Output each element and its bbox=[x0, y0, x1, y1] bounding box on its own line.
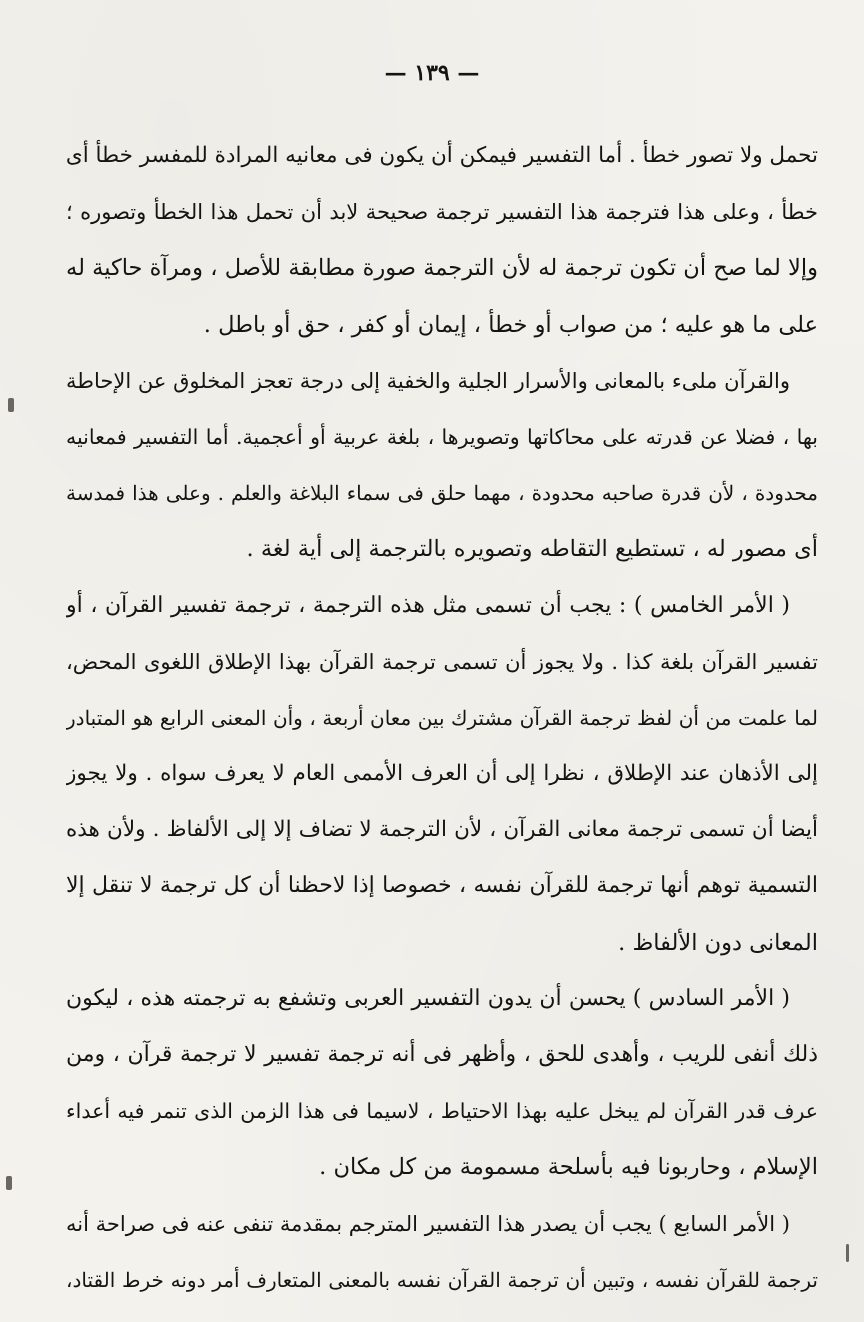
text-line: بها ، فضلا عن قدرته على محاكاتها وتصويرها ، بلغة عربية أو أعجمية. أما التفسير فمعانيه bbox=[66, 424, 818, 449]
text-line: المعانى دون الألفاظ . bbox=[618, 929, 818, 956]
text-line: أى مصور له ، تستطيع التقاطه وتصويره بالترجمة إلى أية لغة . bbox=[246, 536, 818, 563]
scan-mark-left-lower bbox=[6, 1176, 12, 1190]
text-line: تحمل ولا تصور خطأ . أما التفسير فيمكن أن يكون فى معانيه المرادة للمفسر خطأ أى bbox=[66, 143, 818, 168]
text-line: التسمية توهم أنها ترجمة للقرآن نفسه ، خصوصا إذا لاحظنا أن كل ترجمة لا تنقل إلا bbox=[66, 873, 818, 899]
body-text bbox=[66, 128, 818, 1308]
text-line: محدودة ، لأن قدرة صاحبه محدودة ، مهما حلق فى سماء البلاغة والعلم . وعلى هذا فمدسة bbox=[66, 481, 818, 506]
text-line: أيضا أن تسمى ترجمة معانى القرآن ، لأن الترجمة لا تضاف إلا إلى الألفاظ . ولأن هذه bbox=[66, 817, 818, 843]
scan-mark-right bbox=[846, 1244, 849, 1262]
text-line: ( الأمر السادس ) يحسن أن يدون التفسير العربى وتشفع به ترجمته هذه ، ليكون bbox=[66, 985, 790, 1011]
text-line: عرف قدر القرآن لم يبخل عليه بهذا الاحتياط ، لاسيما فى هذا الزمن الذى تنمر فيه أعداء bbox=[66, 1099, 818, 1124]
text-line: ذلك أنفى للريب ، وأهدى للحق ، وأظهر فى أنه ترجمة تفسير لا ترجمة قرآن ، ومن bbox=[66, 1042, 818, 1067]
text-line: خطأ ، وعلى هذا فترجمة هذا التفسير ترجمة صحيحة لابد أن تحمل هذا الخطأ وتصوره ؛ bbox=[66, 200, 818, 225]
text-line: الإسلام ، وحاربونا فيه بأسلحة مسمومة من كل مكان . bbox=[319, 1154, 818, 1181]
text-line: إلى الأذهان عند الإطلاق ، نظرا إلى أن العرف الأممى العام لا يعرف سواه . ولا يجوز bbox=[66, 761, 818, 787]
scan-mark-left bbox=[8, 398, 14, 412]
text-line: وإلا لما صح أن تكون ترجمة له لأن الترجمة صورة مطابقة للأصل ، ومرآة حاكية له bbox=[66, 255, 818, 282]
page-number: — ١٣٩ — bbox=[384, 60, 480, 86]
text-line: تفسير القرآن بلغة كذا . ولا يجوز أن تسمى ترجمة القرآن بهذا الإطلاق اللغوى المحض، bbox=[66, 649, 818, 674]
text-line: ترجمة للقرآن نفسه ، وتبين أن ترجمة القرآن نفسه بالمعنى المتعارف أمر دونه خرط القتاد، bbox=[66, 1267, 818, 1292]
text-line: ( الأمر السابع ) يجب أن يصدر هذا التفسير المترجم بمقدمة تنفى عنه فى صراحة أنه bbox=[66, 1211, 790, 1236]
text-line: ( الأمر الخامس ) : يجب أن تسمى مثل هذه الترجمة ، ترجمة تفسير القرآن ، أو bbox=[66, 592, 790, 618]
text-line: والقرآن ملىء بالمعانى والأسرار الجلية والخفية إلى درجة تعجز المخلوق عن الإحاطة bbox=[66, 368, 790, 393]
text-line: لما علمت من أن لفظ ترجمة القرآن مشترك بين معان أربعة ، وأن المعنى الرابع هو المتبادر bbox=[66, 705, 818, 730]
text-line: على ما هو عليه ؛ من صواب أو خطأ ، إيمان أو كفر ، حق أو باطل . bbox=[203, 311, 818, 338]
